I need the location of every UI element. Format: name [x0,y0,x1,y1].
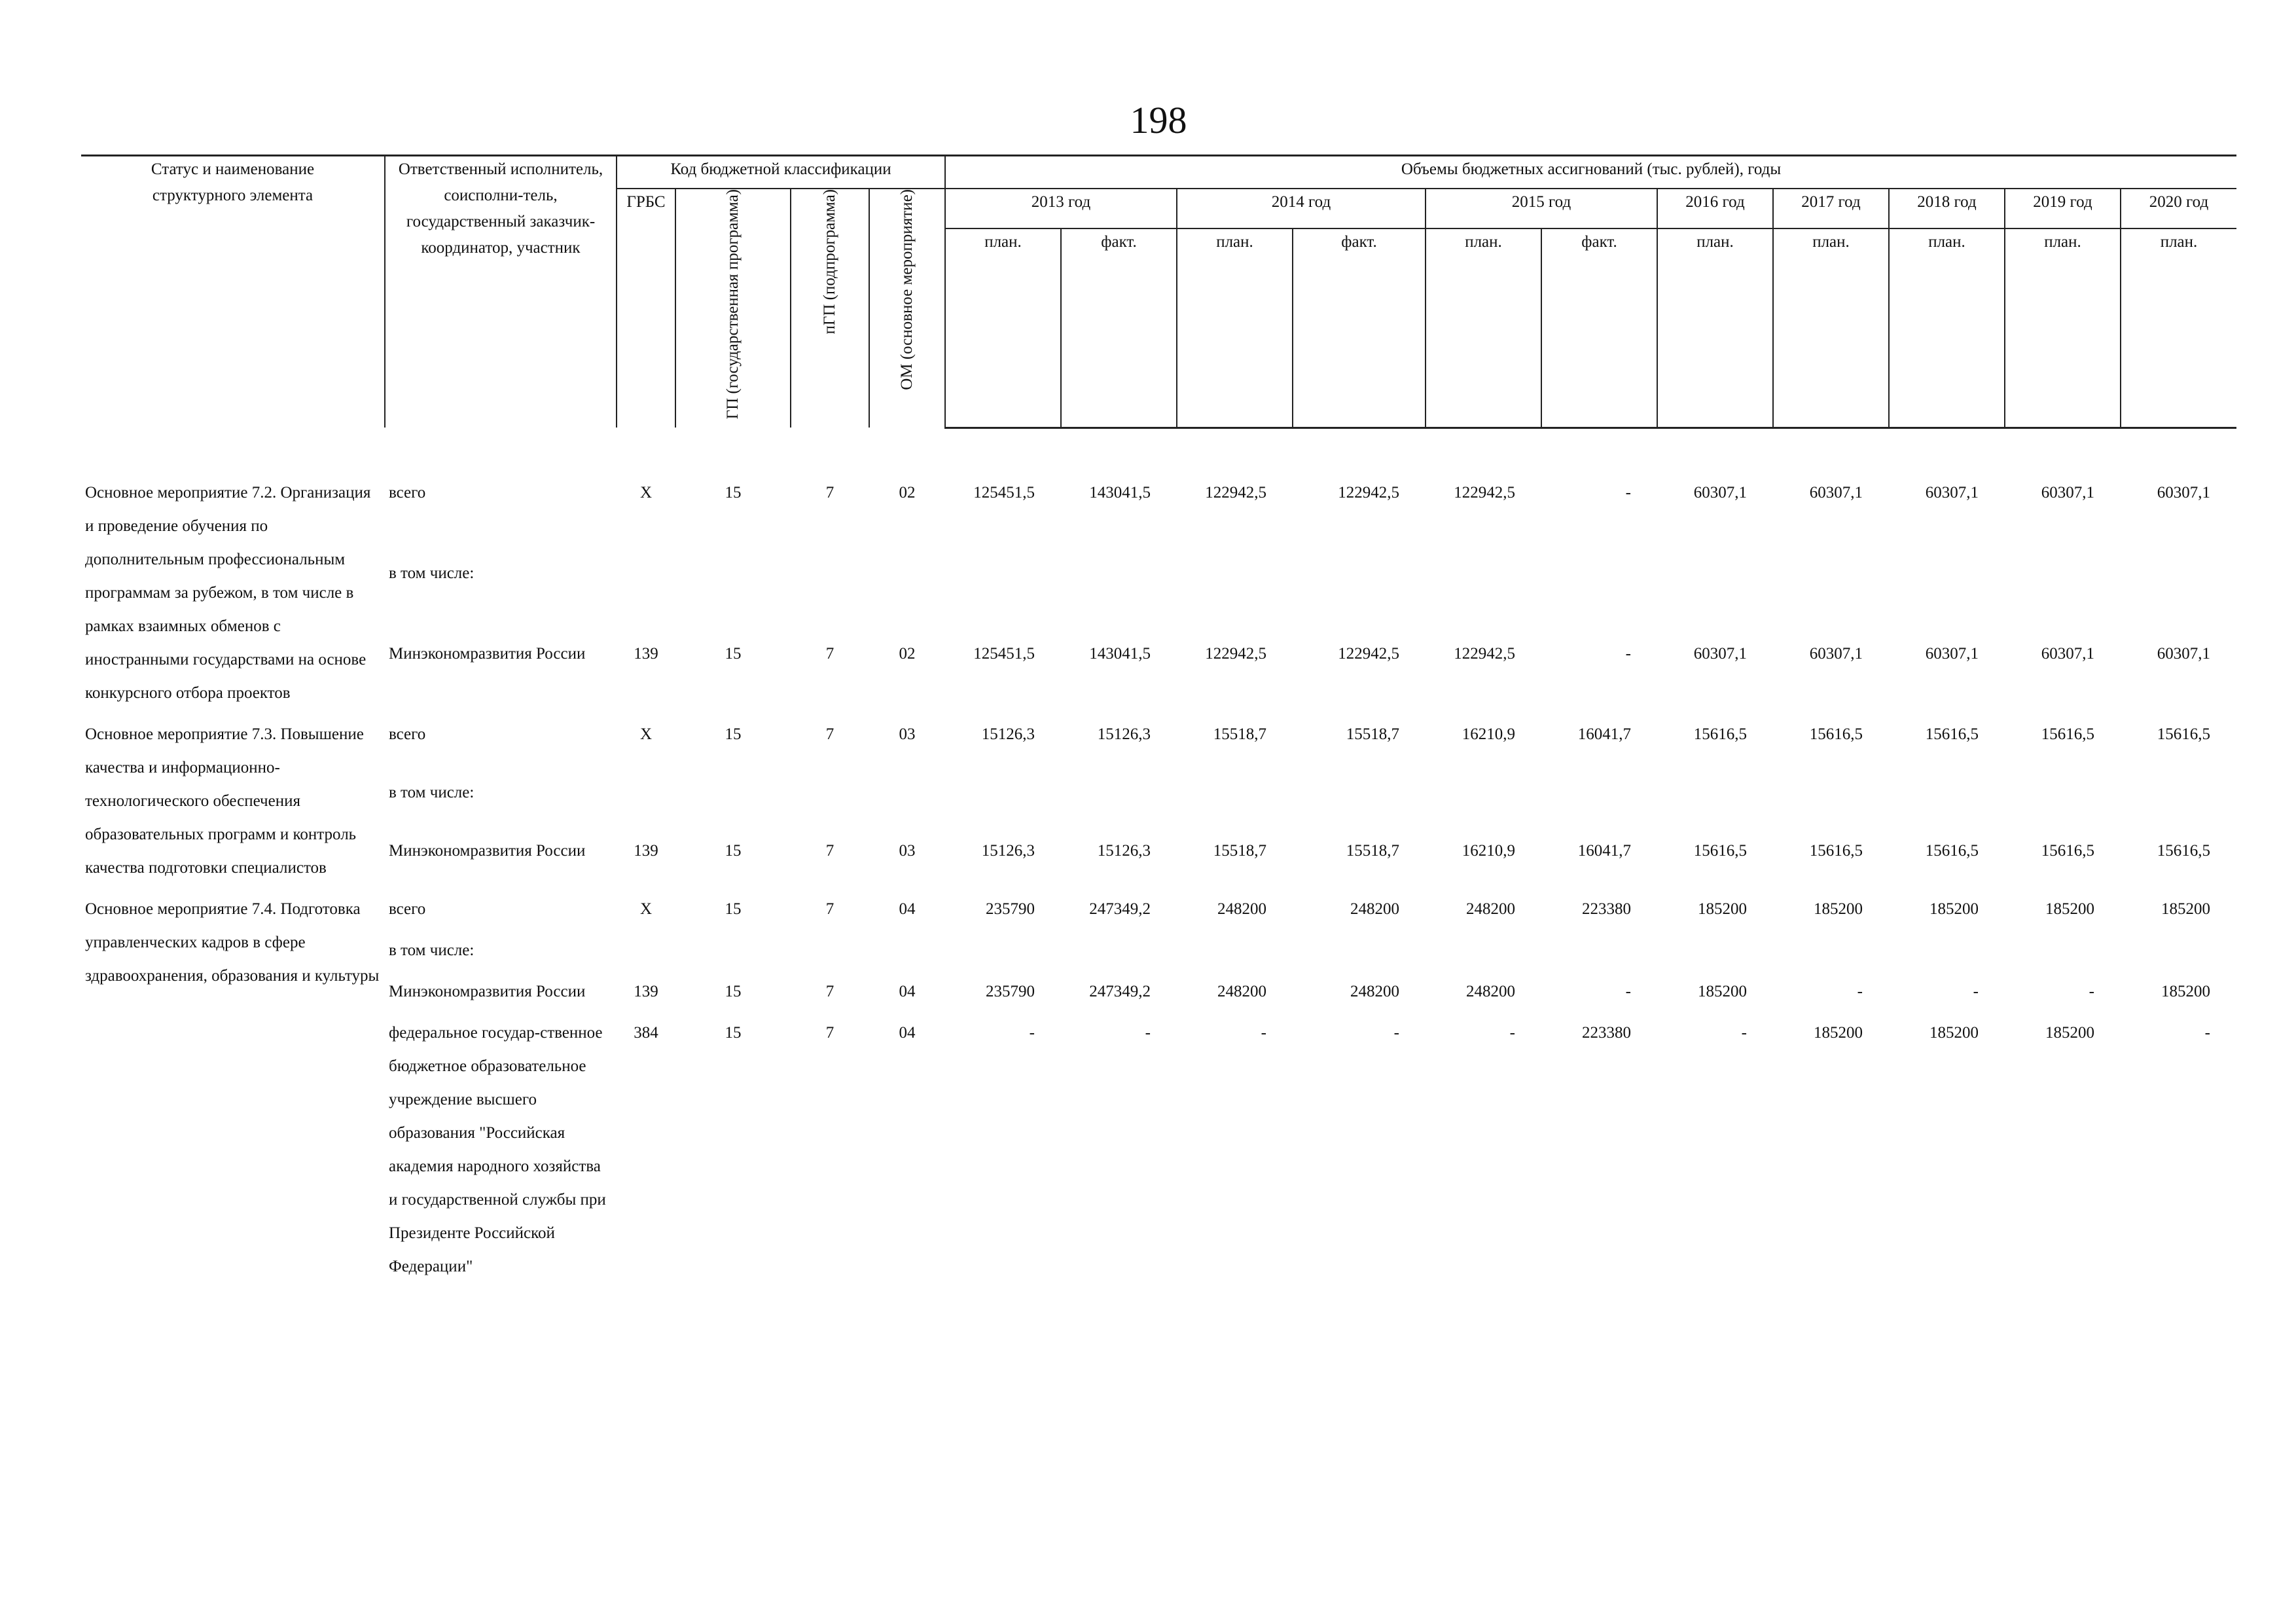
value-cell: - [1973,982,1979,1000]
year-2013-header: 2013 год [945,189,1177,228]
executor-cell: всего [389,483,426,501]
fact-2013-header: факт. [1061,228,1177,428]
executor-cell: федеральное государ-ственное бюджетное образовательное учреждение высшего образования "Российская академия народного хозяйства и государственной службы при Президенте Российской Федерации" [389,1023,606,1275]
responsible-header: Ответственный исполнитель, соисполни-тель, государственный заказчик-координатор, участник [385,156,617,428]
year-2019-header: 2019 год [2005,189,2121,228]
executor-cell: в том числе: [389,941,475,959]
om-cell: 04 [899,900,916,918]
grbs-cell: X [639,725,653,743]
om-cell: 04 [899,1023,916,1042]
value-cell: 248200 [1466,982,1515,1000]
gp-cell: 15 [725,483,742,501]
grbs-cell: 139 [634,644,658,663]
table-row [81,926,2236,967]
year-2014-header: 2014 год [1177,189,1426,228]
value-cell: 122942,5 [1454,644,1515,663]
grbs-cell: X [639,483,653,501]
value-cell: 185200 [2045,900,2094,918]
value-cell: 15616,5 [1809,841,1863,860]
executor-cell: всего [389,900,426,918]
value-cell: - [1393,1023,1399,1042]
pgp-cell: 7 [825,725,834,743]
pgp-cell: 7 [825,982,834,1000]
value-cell: 122942,5 [1338,483,1399,501]
value-cell: 185200 [2045,1023,2094,1042]
value-cell: 60307,1 [1925,483,1979,501]
value-cell: - [2089,982,2094,1000]
budget-sheet [81,155,2236,1283]
value-cell: 125451,5 [973,644,1035,663]
value-cell: 185200 [1698,900,1747,918]
gp-cell: 15 [725,725,742,743]
table-row [81,768,2236,826]
value-cell: 15518,7 [1346,725,1399,743]
value-cell: 15616,5 [1693,841,1747,860]
value-cell: 60307,1 [1693,644,1747,663]
gp-cell: 15 [725,1023,742,1042]
grbs-header: ГРБС [617,189,675,428]
year-2020-header: 2020 год [2121,189,2236,228]
value-cell: 15616,5 [1693,725,1747,743]
value-cell: 15616,5 [2157,841,2210,860]
code-group-header: Код бюджетной классификации [617,156,945,189]
value-cell: 122942,5 [1205,644,1266,663]
value-cell: 185200 [2161,900,2210,918]
plan-2014-header: план. [1177,228,1293,428]
value-cell: 248200 [1350,900,1399,918]
gp-header: ГП (государственная программа) [675,189,791,428]
grbs-cell: X [639,900,653,918]
value-cell: 60307,1 [1925,644,1979,663]
measure-name: Основное мероприятие 7.3. Повышение качества и информационно-технологического обеспечения образовательных программ и контроль качества подготовки специалистов [85,725,364,877]
value-cell: 15518,7 [1346,841,1399,860]
value-cell: 122942,5 [1205,483,1266,501]
table-row [81,629,2236,710]
value-cell: 247349,2 [1089,982,1151,1000]
table-row [81,1008,2236,1283]
plan-2017-header: план. [1773,228,1889,428]
budget-table [81,155,2236,1283]
plan-2018-header: план. [1889,228,2005,428]
value-cell: 185200 [1814,1023,1863,1042]
value-cell: 122942,5 [1454,483,1515,501]
year-2017-header: 2017 год [1773,189,1889,228]
value-cell: - [1509,1023,1515,1042]
value-cell: 15126,3 [1097,725,1151,743]
plan-2013-header: план. [945,228,1061,428]
om-cell: 02 [899,483,916,501]
value-cell: 248200 [1466,900,1515,918]
value-cell: 15616,5 [2041,841,2094,860]
status-name-header: Статус и наименование структурного элемента [81,156,385,428]
gp-cell: 15 [725,841,742,860]
value-cell: 185200 [1814,900,1863,918]
fact-2014-header: факт. [1293,228,1426,428]
value-cell: - [1625,483,1631,501]
value-cell: 185200 [1929,1023,1979,1042]
value-cell: 60307,1 [1809,644,1863,663]
executor-cell: в том числе: [389,783,475,801]
value-cell: 15616,5 [2157,725,2210,743]
value-cell: 223380 [1582,900,1631,918]
year-2018-header: 2018 год [1889,189,2005,228]
value-cell: 15518,7 [1213,841,1266,860]
value-cell: - [1741,1023,1747,1042]
value-cell: - [1029,1023,1035,1042]
value-cell: 15616,5 [1809,725,1863,743]
value-cell: 235790 [986,982,1035,1000]
value-cell: 143041,5 [1089,644,1151,663]
gp-cell: 15 [725,900,742,918]
table-row [81,549,2236,629]
plan-2016-header: план. [1657,228,1773,428]
value-cell: 60307,1 [1693,483,1747,501]
plan-2020-header: план. [2121,228,2236,428]
value-cell: 60307,1 [1809,483,1863,501]
value-cell: 15616,5 [1925,725,1979,743]
value-cell: - [2204,1023,2210,1042]
value-cell: 15126,3 [981,841,1035,860]
grbs-cell: 384 [634,1023,658,1042]
pgp-cell: 7 [825,1023,834,1042]
year-2016-header: 2016 год [1657,189,1773,228]
value-cell: 16210,9 [1462,841,1515,860]
om-cell: 02 [899,644,916,663]
value-cell: - [1145,1023,1151,1042]
value-cell: 247349,2 [1089,900,1151,918]
executor-cell: в том числе: [389,564,475,582]
value-cell: - [1625,644,1631,663]
executor-cell: Минэкономразвития России [389,982,586,1000]
measure-name: Основное мероприятие 7.4. Подготовка управленческих кадров в сфере здравоохранения, образования и культуры [85,900,380,985]
value-cell: 248200 [1350,982,1399,1000]
value-cell: 15616,5 [2041,725,2094,743]
om-cell: 03 [899,841,916,860]
measure-name: Основное мероприятие 7.2. Организация и проведение обучения по дополнительным профессиональным программам за рубежом, в том числе в рамках взаимных обменов с иностранными государствами на основе конкурсного отбора проектов [85,483,371,702]
spacer-row [81,428,2236,468]
value-cell: - [1261,1023,1266,1042]
value-cell: 248200 [1217,900,1266,918]
value-cell: 16041,7 [1577,841,1631,860]
value-cell: 223380 [1582,1023,1631,1042]
value-cell: 185200 [2161,982,2210,1000]
value-cell: 15126,3 [981,725,1035,743]
value-cell: 15518,7 [1213,725,1266,743]
plan-2015-header: план. [1426,228,1541,428]
table-row [81,826,2236,884]
value-cell: 15616,5 [1925,841,1979,860]
value-cell: 235790 [986,900,1035,918]
executor-cell: Минэкономразвития России [389,841,586,860]
value-cell: 60307,1 [2157,483,2210,501]
table-row [81,884,2236,926]
value-cell: - [1625,982,1631,1000]
plan-2019-header: план. [2005,228,2121,428]
pgp-header: пГП (подпрограмма) [791,189,869,428]
value-cell: 16210,9 [1462,725,1515,743]
value-cell: 185200 [1698,982,1747,1000]
table-row [81,967,2236,1008]
grbs-cell: 139 [634,982,658,1000]
om-cell: 03 [899,725,916,743]
gp-cell: 15 [725,644,742,663]
om-cell: 04 [899,982,916,1000]
pgp-cell: 7 [825,483,834,501]
value-cell: - [1857,982,1863,1000]
page-number: 198 [1130,99,1187,141]
value-cell: 185200 [1929,900,1979,918]
value-cell: 143041,5 [1089,483,1151,501]
om-header: ОМ (основное мероприятие) [869,189,945,428]
value-cell: 60307,1 [2041,483,2094,501]
year-2015-header: 2015 год [1426,189,1657,228]
table-row [81,710,2236,768]
executor-cell: Минэкономразвития России [389,644,586,663]
pgp-cell: 7 [825,644,834,663]
value-cell: 15126,3 [1097,841,1151,860]
executor-cell: всего [389,725,426,743]
pgp-cell: 7 [825,841,834,860]
pgp-cell: 7 [825,900,834,918]
table-row [81,468,2236,549]
value-cell: 122942,5 [1338,644,1399,663]
grbs-cell: 139 [634,841,658,860]
value-cell: 125451,5 [973,483,1035,501]
value-cell: 16041,7 [1577,725,1631,743]
gp-cell: 15 [725,982,742,1000]
value-cell: 60307,1 [2041,644,2094,663]
volumes-group-header: Объемы бюджетных ассигнований (тыс. рублей), годы [945,156,2236,189]
value-cell: 248200 [1217,982,1266,1000]
fact-2015-header: факт. [1541,228,1657,428]
header-row-1 [81,156,2236,189]
value-cell: 60307,1 [2157,644,2210,663]
